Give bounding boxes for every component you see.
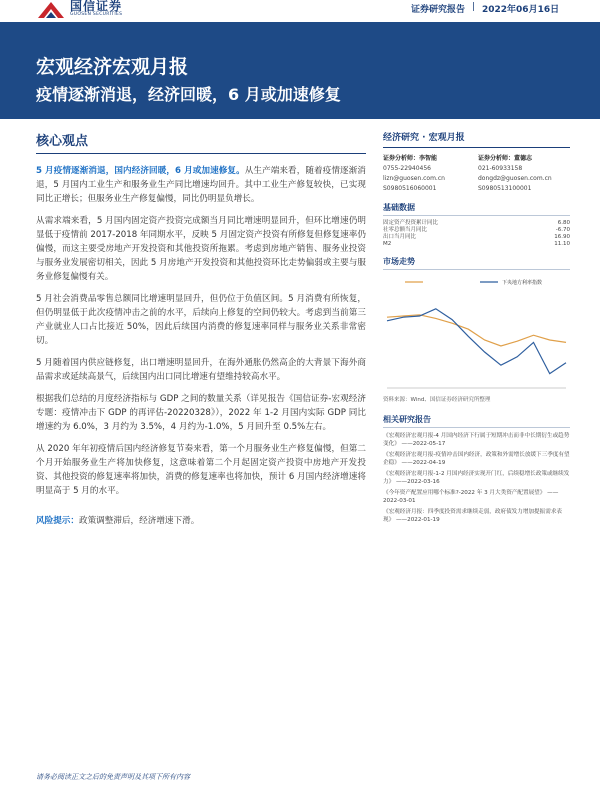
legend-label: 下央地方利率指数 [502, 280, 543, 286]
analyst-email[interactable]: lizn@guosen.com.cn [383, 175, 445, 182]
report-type-label: 证券研究报告 [411, 5, 466, 15]
analyst-name: 李智能 [419, 155, 438, 162]
company-logo [36, 0, 122, 22]
footer-disclaimer: 请务必阅读正文之后的免责声明及其项下所有内容 [36, 773, 190, 781]
paragraph-production [36, 164, 366, 206]
analyst-email[interactable]: dongdz@guosen.com.cn [478, 175, 552, 182]
data-label: 出口当月同比 [383, 234, 417, 240]
paragraph-exports: 5 月随着国内供应链修复，出口增速明显回升，在海外通胀仍然高企的大背景下海外商品需求或延续高景气，后续国内出口同比增速有望维持较高水平。 [36, 358, 366, 382]
paragraph-gdp: 根据我们总结的月度经济指标与 GDP 之间的数量关系（详见报告《国信证券-宏观经济专题：疫情冲击下 GDP 的再评估-20220328》），2022 年 1-2 月国内实际 GDP 同比增速约为 6.0%，3 月约为 3.5%，4 月约为-1.0%，5 月回升至 0.5%左右。 [36, 394, 366, 432]
related-report-item[interactable]: 《宏观经济宏观月报-疫情冲击国内经济，政策和外需增长放缓下三季度有望企稳》 ——2022-04-19 [383, 452, 570, 466]
data-label: 固定资产投资累计同比 [383, 220, 439, 226]
report-title: 宏观经济宏观月报 [36, 56, 189, 78]
market-trend-title: 市场走势 [383, 256, 570, 270]
report-subtitle: 疫情逐渐消退，经济回暖，6 月或加速修复 [36, 85, 341, 104]
paragraph-consumption: 5 月社会消费品零售总额同比增速明显回升，但仍位于负值区间。5 月消费有所恢复，但仍明显低于此次疫情冲击之前的水平，后续向上修复的空间仍较大。考虑到当前第三产业就业人口占比接近 50%，因此后续国内消费的修复速率同样与服务业关系非常密切。 [36, 294, 366, 346]
analyst-block [383, 154, 570, 194]
logo-chinese-text: 国信证券 [70, 0, 123, 13]
market-trend-svg [383, 274, 570, 394]
related-report-item[interactable]: 《今年资产配置应用哪个标准?-2022 年 3 月大类资产配置展望》 ——2022-03-01 [383, 490, 559, 504]
guosen-logo-icon [36, 0, 66, 20]
data-row [383, 220, 570, 227]
data-row [383, 241, 570, 248]
related-reports-title: 相关研究报告 [383, 414, 570, 428]
data-value: 16.90 [554, 234, 570, 240]
header-separator: | [472, 2, 476, 12]
data-label: M2 [383, 241, 392, 247]
related-reports-list [383, 432, 570, 524]
report-date: 2022年06月16日 [482, 5, 560, 15]
data-value: -6.70 [555, 227, 570, 233]
risk-label: 风险提示： [36, 516, 79, 526]
chart-source: 资料来源：Wind、国信证券经济研究所整理 [383, 397, 491, 403]
analyst-card [478, 154, 570, 194]
paragraph-outlook: 从 2020 年年初疫情后国内经济修复节奏来看，第一个月服务业生产修复偏慢，但第二个月开始服务业生产将加快修复，这意味着第二个月起固定资产投资中房地产开发投资、其他投资的修复速率将加快，消费的修复速率也将加快，预计 6 月国内经济增速将明显高于 5 月的水平。 [36, 444, 366, 496]
logo-english-text: GUOSEN SECURITIES [70, 12, 123, 17]
related-report-item[interactable]: 《宏观经济月报：四季度投资需求继续走弱，政府债发力增加提振需求表现》 ——2022-01-19 [383, 509, 563, 523]
top-bar [0, 0, 600, 22]
analyst-phone: 021-60933158 [478, 165, 523, 172]
basic-data-title: 基础数据 [383, 202, 570, 216]
analyst-name: 董德志 [514, 155, 533, 162]
data-row [383, 227, 570, 234]
series-line [387, 309, 566, 374]
data-value: 6.80 [557, 220, 570, 226]
risk-text: 政策调整滞后，经济增速下滑。 [78, 516, 200, 526]
risk-warning [36, 514, 366, 528]
analyst-card [383, 154, 475, 194]
analyst-cert: S0980513100001 [478, 185, 532, 192]
title-banner [0, 22, 600, 119]
analyst-phone: 0755-22940456 [383, 165, 431, 172]
related-report-item[interactable]: 《宏观经济宏观月报-4 月国内经济下行属于短期冲击而非中长期衍生或趋势变化》 ——2022-05-17 [383, 433, 570, 447]
data-value: 11.10 [554, 241, 570, 247]
analyst-role: 证券分析师： [478, 155, 515, 162]
related-report-item[interactable]: 《宏观经济宏观月报-1-2 月国内经济实现开门红，后续稳增长政策或继续发力》 ——2022-03-16 [383, 471, 570, 485]
paragraph-production-text: 从生产端来看，随着疫情逐渐消退，5 月国内工业生产和服务业生产同比增速均回升。其中工业生产修复较快，已实现同比正增长；但服务业生产修复偏慢，同比仍明显负增长。 [36, 166, 366, 204]
section-title-core-views: 核心观点 [36, 130, 366, 154]
market-trend-chart [383, 274, 570, 394]
series-line [387, 315, 566, 346]
basic-data-table [383, 220, 570, 248]
data-row [383, 234, 570, 241]
paragraph-investment: 从需求端来看，5 月国内固定资产投资完成额当月同比增速明显回升，但环比增速仍明显低于疫情前 2017-2018 年同期水平，反映 5 月固定资产投资有所修复但修复速率仍偏慢，而这主要受房地产开发投资和其他投资所拖累。考虑到房地产销售、服务业投资与服务业发展密切相关，因此 5 月房地产开发投资和其他投资环比走势偏弱或主要与服务业修复偏慢有关。 [36, 216, 366, 282]
data-label: 社零总额当月同比 [383, 227, 428, 233]
main-content [36, 130, 366, 528]
sidebar-category: 经济研究 · 宏观月报 [383, 130, 570, 148]
paragraph-highlight: 5 月疫情逐渐消退，国内经济回暖，6 月或加速修复。 [36, 166, 245, 176]
analyst-cert: S0980516060001 [383, 185, 437, 192]
analyst-role: 证券分析师： [383, 155, 420, 162]
sidebar [383, 130, 570, 527]
